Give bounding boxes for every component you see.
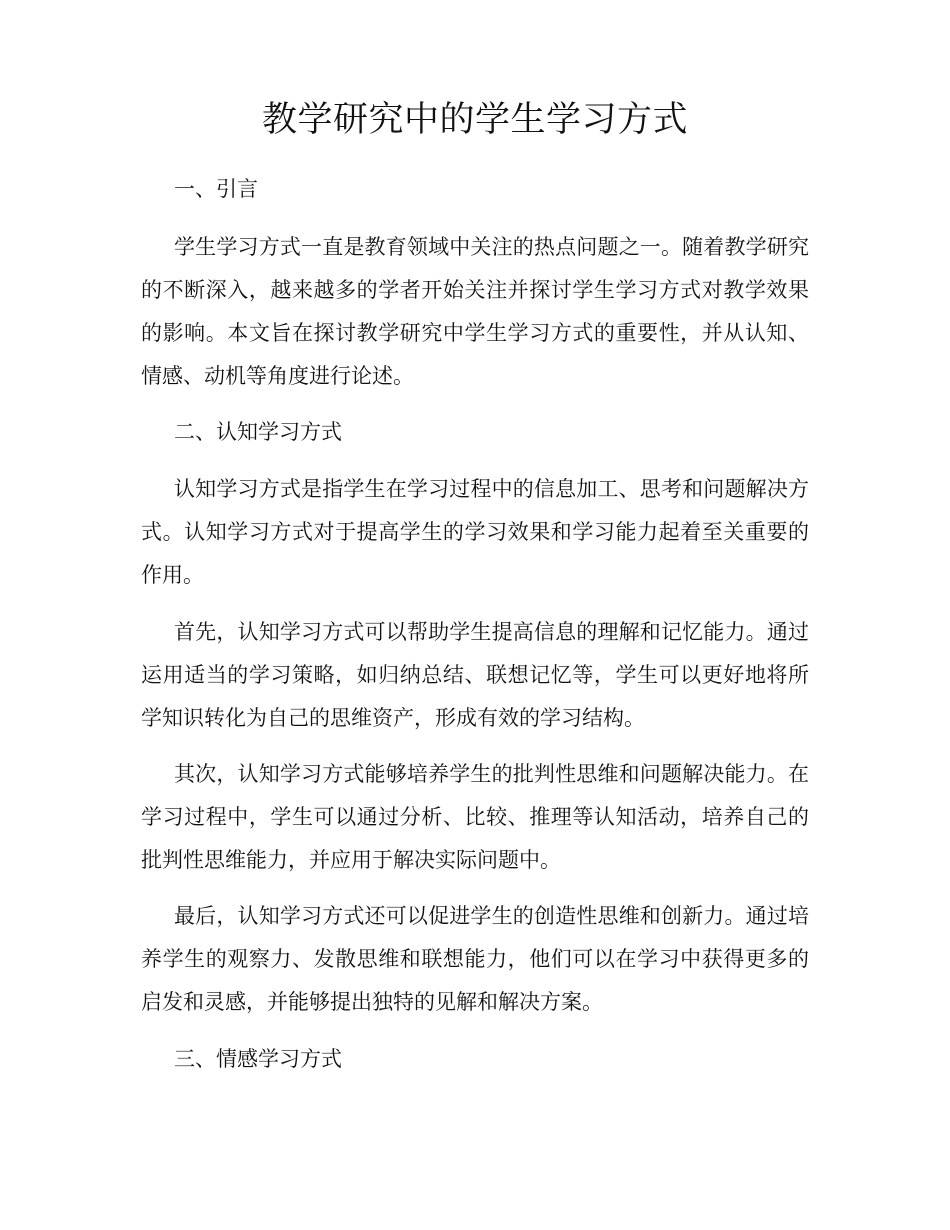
section-heading-introduction: 一、引言 xyxy=(174,177,258,201)
paragraph-cognitive-second: 其次，认知学习方式能够培养学生的批判性思维和问题解决能力。在学习过程中，学生可以通过分析、比较、推理等认知活动，培养自己的批判性思维能力，并应用于解决实际问题中。 xyxy=(141,762,809,872)
paragraph-cognitive-definition: 认知学习方式是指学生在学习过程中的信息加工、思考和问题解决方式。认知学习方式对于提高学生的学习效果和学习能力起着至关重要的作用。 xyxy=(141,477,809,587)
document-title: 教学研究中的学生学习方式 xyxy=(261,100,688,140)
section-heading-cognitive: 二、认知学习方式 xyxy=(174,420,342,444)
paragraph-cognitive-first: 首先，认知学习方式可以帮助学生提高信息的理解和记忆能力。通过运用适当的学习策略，如归纳总结、联想记忆等，学生可以更好地将所学知识转化为自己的思维资产，形成有效的学习结构。 xyxy=(141,620,809,730)
section-heading-affective: 三、情感学习方式 xyxy=(174,1047,342,1071)
paragraph-cognitive-last: 最后，认知学习方式还可以促进学生的创造性思维和创新力。通过培养学生的观察力、发散思维和联想能力，他们可以在学习中获得更多的启发和灵感，并能够提出独特的见解和解决方案。 xyxy=(141,904,809,1014)
paragraph-introduction: 学生学习方式一直是教育领域中关注的热点问题之一。随着教学研究的不断深入，越来越多的学者开始关注并探讨学生学习方式对教学效果的影响。本文旨在探讨教学研究中学生学习方式的重要性，并从认知、情感、动机等角度进行论述。 xyxy=(141,235,809,388)
